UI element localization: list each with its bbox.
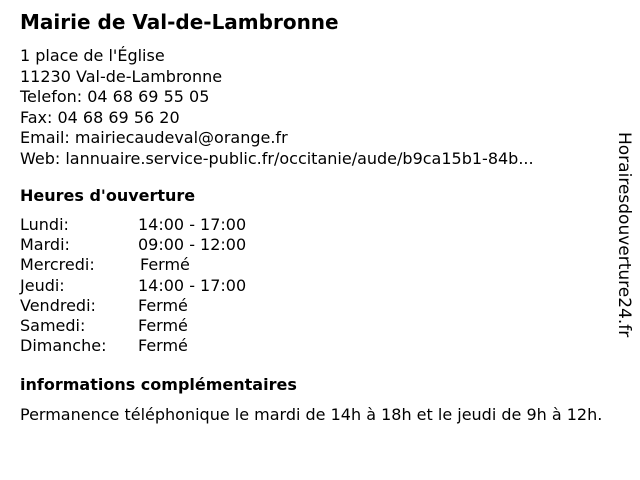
hours-time: Fermé [138, 316, 188, 336]
web-link[interactable]: Web: lannuaire.service-public.fr/occitanie/aude/b9ca15b1-84b... [20, 148, 534, 168]
hours-time: Fermé [140, 255, 190, 275]
phone-line: Telefon: 04 68 69 55 05 [20, 87, 210, 106]
hours-row [20, 296, 610, 316]
hours-time: 14:00 - 17:00 [138, 275, 247, 295]
hours-day: Mardi: [20, 235, 70, 255]
fax-line: Fax: 04 68 69 56 20 [20, 107, 180, 127]
hours-day: Samedi: [20, 316, 86, 336]
hours-time: 14:00 - 17:00 [138, 215, 247, 234]
content [20, 8, 610, 426]
side-brand: Horairesdouverture24.fr [614, 132, 634, 338]
address-line-1: 1 place de l'Église [20, 46, 165, 65]
hours-time: 09:00 - 12:00 [138, 235, 247, 255]
hours-row [20, 235, 610, 255]
hours-time: Fermé [138, 295, 188, 315]
hours-row [20, 255, 610, 275]
hours-day: Lundi: [20, 215, 69, 234]
address-line-2: 11230 Val-de-Lambronne [20, 66, 223, 86]
hours-day: Mercredi: [20, 255, 95, 275]
info-title: informations complémentaires [20, 375, 297, 395]
hours-day: Vendredi: [20, 295, 96, 315]
page-title: Mairie de Val-de-Lambronne [20, 10, 339, 34]
hours-day: Jeudi: [20, 275, 65, 295]
hours-row [20, 276, 610, 296]
hours-day: Dimanche: [20, 336, 107, 356]
hours-row [20, 215, 610, 235]
hours-row [20, 316, 610, 336]
hours-title: Heures d'ouverture [20, 186, 196, 205]
hours-time: Fermé [138, 336, 188, 356]
email-line[interactable]: Email: mairiecaudeval@orange.fr [20, 128, 288, 147]
hours-row [20, 336, 610, 356]
info-text: Permanence téléphonique le mardi de 14h à 18h et le jeudi de 9h à 12h. [20, 405, 603, 425]
